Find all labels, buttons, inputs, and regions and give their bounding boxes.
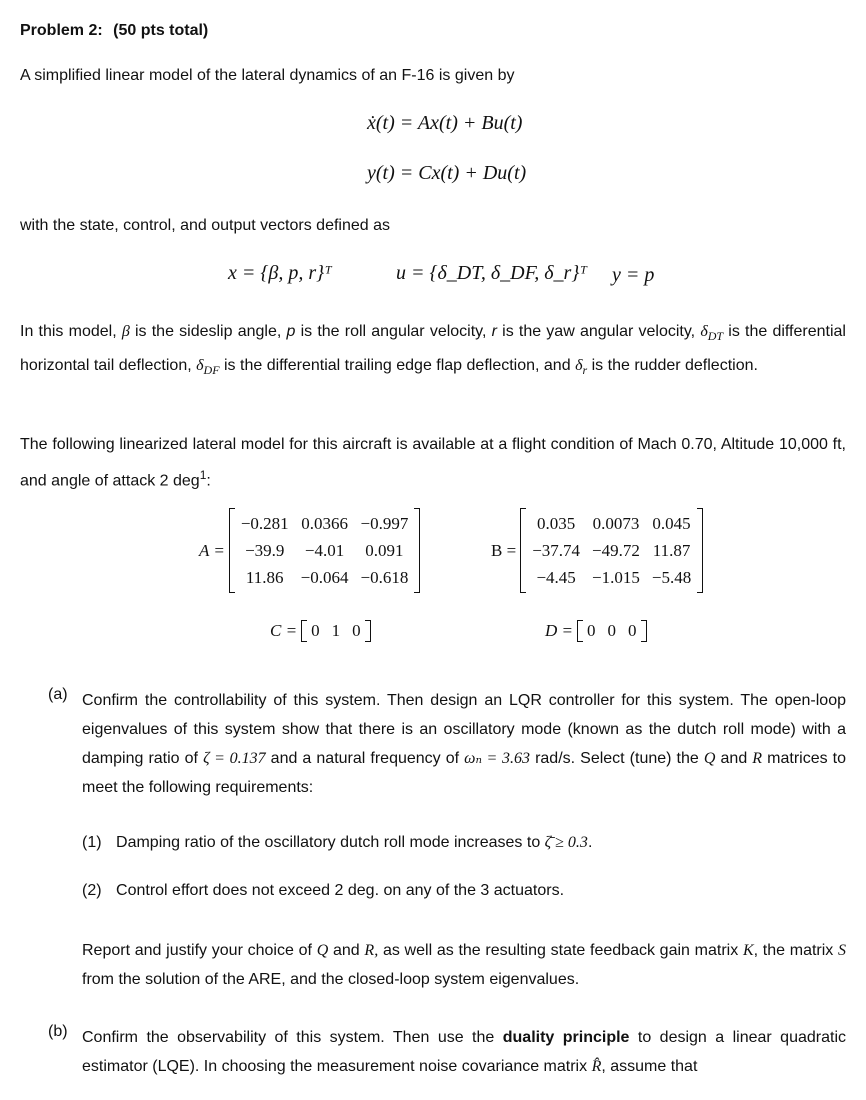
control-vector: u = {δ_DT, δ_DF, δ_r}ᵀ [396,262,588,284]
matrix-cell: −0.997 [360,513,409,533]
matrix-row [526,510,697,537]
duality-principle: duality principle [502,1029,630,1046]
matrix-b-table [526,510,697,591]
requirement-math: ζ̄ ≥ 0.3 [544,834,588,851]
matrix-b [491,508,703,593]
model-description: In this model, β is the sideslip angle, p is the roll angular velocity, r is the yaw angular velocity, $\delta_{DT}$ is the differential horizontal tail deflection, $\delta_{DF}$ is the differential trailing edge flap deflection, and $\delta_r$ is the rudder deflection. [20,323,846,378]
matrix-row [235,537,415,564]
problem-label: Problem 2: [20,22,103,39]
beta-symbol: β [121,323,130,340]
intro-text: A simplified linear model of the lateral dynamics of an F-16 is given by [20,67,515,84]
matrix-cell: 0 [587,621,596,640]
q-symbol: Q [703,750,716,767]
r-matrix-symbol: R, [364,942,379,959]
r-matrix-symbol: R [752,750,763,767]
matrix-cell: 1 [331,621,341,640]
part-b-text: Confirm the observability of this system. Then use the duality principle to design a linear quadratic estimator (LQE). In choosing the measurement noise covariance matrix R̂, assume that [82,1029,847,1075]
matrix-cell: −49.72 [592,540,640,560]
matrix-cell: 11.87 [652,540,691,560]
matrix-cell: 0.035 [536,513,576,533]
matrix-a-name: A = [199,540,225,560]
matrix-cell: 0.045 [652,513,691,533]
matrix-b-name: B = [491,540,517,560]
k-symbol: K [742,942,754,959]
r-hat-symbol: R̂ [591,1058,602,1075]
matrix-cell: 11.86 [245,567,284,587]
matrix-cell: 0 [311,621,320,640]
p-symbol: p [286,323,296,340]
matrix-a [199,508,420,593]
matrix-cell: −4.01 [304,540,345,560]
matrix-a-bracket [229,508,421,593]
requirement-label: (1) [82,834,102,851]
matrix-cell: 0.0073 [592,513,640,533]
part-a-text: Confirm the controllability of this system. Then design an LQR controller for this system. The open-loop eigenvalues of this system show that there is an oscillatory mode (known as the dutch roll mode) with a damping ratio of ζ = 0.137 and a natural frequency of ωₙ = 3.63 rad/s. Select (tune) the Q and R matrices to meet the following requirements: [82,692,847,796]
matrix-c-name: C = [270,621,298,640]
q-symbol: Q [316,942,329,959]
requirement-1: (1) Damping ratio of the oscillatory dutch roll mode increases to ζ̄ ≥ 0.3. [82,834,593,851]
matrix-cell: −1.015 [592,567,640,587]
matrix-c [270,620,371,642]
matrix-cell: −4.45 [536,567,576,587]
matrix-cell: −0.064 [300,567,349,587]
matrix-cell: 0.091 [365,540,404,560]
delta-dt-symbol: $\delta_{DT}$ [700,323,724,344]
requirement-text: Control effort does not exceed 2 deg. on any of the 3 actuators. [116,882,565,899]
requirement-2 [82,882,564,900]
matrix-cell: 0 [607,621,616,640]
matrix-a-table [235,510,415,591]
matrix-row [526,564,697,591]
matrix-row [235,510,415,537]
matrix-d-bracket [577,620,647,642]
matrix-d [545,620,647,642]
matrix-d-name: D = [545,621,573,640]
part-a-label: (a) [48,686,68,703]
matrix-cell: −37.74 [532,540,581,560]
requirement-text: Damping ratio of the oscillatory dutch roll mode increases to [116,834,541,851]
zeta-value: ζ = 0.137 [203,750,266,767]
matrix-cell: −39.9 [245,540,285,560]
matrix-cell: −5.48 [651,567,692,587]
matrix-c-bracket [301,620,371,642]
state-equation: ẋ(t) = Ax(t) + Bu(t) [367,112,523,134]
problem-header [20,22,208,40]
matrix-row [235,564,415,591]
matrix-cell: −0.618 [360,567,409,587]
matrix-cell: −0.281 [240,513,289,533]
problem-points: (50 pts total) [113,22,209,39]
linearized-text: The following linearized lateral model for this aircraft is available at a flight condition of Mach 0.70, Altitude 10,000 ft, and angle of attack 2 deg$^1$: [20,436,846,490]
matrix-b-bracket [520,508,703,593]
vectors-intro: with the state, control, and output vectors defined as [20,217,390,234]
matrix-cell: 0 [628,621,637,640]
delta-df-symbol: $\delta_{DF}$ [196,357,220,378]
matrix-cell: 0 [352,621,361,640]
footnote-marker: 1 [199,468,207,482]
matrix-row [526,537,697,564]
r-symbol: r [491,323,497,340]
output-vector: y = p [612,264,655,286]
s-symbol: S [838,942,847,959]
delta-r-symbol: $\delta_r$ [575,357,588,378]
state-vector: x = {β, p, r}ᵀ [228,262,332,284]
output-equation: y(t) = Cx(t) + Du(t) [367,162,527,184]
requirement-label: (2) [82,882,102,899]
omega-value: ωₙ = 3.63 [464,750,530,767]
part-b-label: (b) [48,1023,68,1040]
matrix-cell: 0.0366 [301,513,348,533]
report-text: Report and justify your choice of Q and R, as well as the resulting state feedback gain matrix K, the matrix S from the solution of the ARE, and the closed-loop system eigenvalues. [82,942,847,988]
